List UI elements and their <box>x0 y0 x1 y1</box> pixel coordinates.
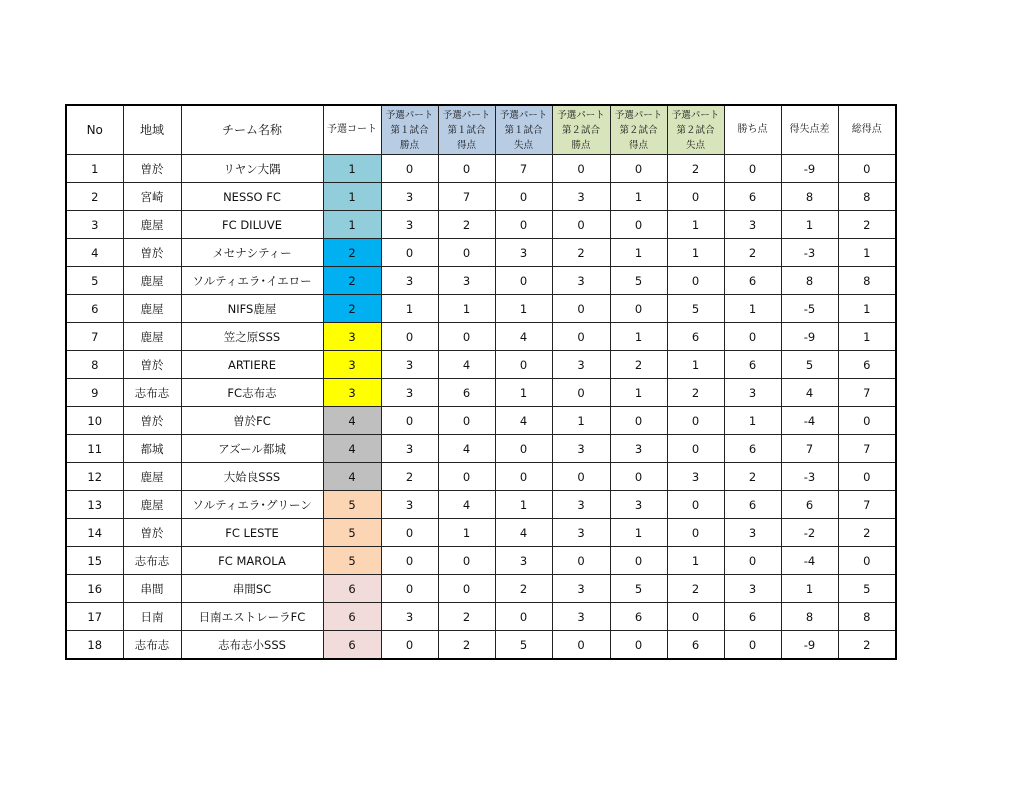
cell-p2-conceded: 0 <box>667 519 724 547</box>
cell-p2-conceded: 1 <box>667 547 724 575</box>
cell-p2-goals: 0 <box>610 155 667 183</box>
cell-p1-conceded: 0 <box>495 183 552 211</box>
cell-p1-conceded: 4 <box>495 407 552 435</box>
cell-p1-conceded: 3 <box>495 239 552 267</box>
cell-p2-win-points: 2 <box>552 239 610 267</box>
cell-p1-goals: 7 <box>438 183 495 211</box>
cell-p1-goals: 4 <box>438 435 495 463</box>
cell-region: 鹿屋 <box>123 491 181 519</box>
header-line: 予選パート <box>557 109 605 121</box>
header-no: No <box>66 105 123 155</box>
cell-p1-goals: 0 <box>438 407 495 435</box>
cell-region: 鹿屋 <box>123 211 181 239</box>
header-p1-goals <box>438 105 495 155</box>
cell-goal-diff: 5 <box>781 351 838 379</box>
cell-goal-diff: -4 <box>781 547 838 575</box>
cell-p1-win-points: 0 <box>381 407 438 435</box>
cell-goal-diff: -4 <box>781 407 838 435</box>
cell-total-win-points: 1 <box>724 407 781 435</box>
header-line: 勝点 <box>571 139 591 151</box>
cell-no: 8 <box>66 351 123 379</box>
cell-total-goals: 0 <box>838 155 896 183</box>
cell-team: ソルティエラ･イエロー <box>181 267 323 295</box>
cell-no: 3 <box>66 211 123 239</box>
cell-p1-win-points: 3 <box>381 603 438 631</box>
cell-court: 2 <box>323 239 381 267</box>
cell-p1-win-points: 0 <box>381 155 438 183</box>
cell-p2-goals: 1 <box>610 323 667 351</box>
cell-p2-win-points: 0 <box>552 463 610 491</box>
cell-region: 曽於 <box>123 239 181 267</box>
header-total-win-points: 勝ち点 <box>724 105 781 155</box>
cell-goal-diff: -3 <box>781 463 838 491</box>
cell-region: 鹿屋 <box>123 463 181 491</box>
cell-court: 3 <box>323 323 381 351</box>
cell-total-win-points: 0 <box>724 547 781 575</box>
cell-goal-diff: 7 <box>781 435 838 463</box>
header-line: 予選パート <box>385 109 434 121</box>
cell-p2-win-points: 3 <box>552 519 610 547</box>
cell-p1-conceded: 1 <box>495 295 552 323</box>
cell-court: 1 <box>323 155 381 183</box>
cell-total-goals: 5 <box>838 575 896 603</box>
table-row <box>66 603 896 631</box>
header-p2-goals <box>610 105 667 155</box>
cell-p2-conceded: 0 <box>667 603 724 631</box>
cell-p2-conceded: 2 <box>667 155 724 183</box>
header-p2-conceded <box>667 105 724 155</box>
cell-goal-diff: -2 <box>781 519 838 547</box>
cell-p2-conceded: 6 <box>667 631 724 660</box>
cell-no: 11 <box>66 435 123 463</box>
cell-team: アズール都城 <box>181 435 323 463</box>
cell-no: 7 <box>66 323 123 351</box>
cell-p2-conceded: 1 <box>667 239 724 267</box>
cell-p2-conceded: 0 <box>667 491 724 519</box>
header-court: 予選コート <box>323 105 381 155</box>
cell-total-win-points: 2 <box>724 463 781 491</box>
cell-p1-goals: 0 <box>438 155 495 183</box>
cell-p1-goals: 0 <box>438 323 495 351</box>
cell-court: 4 <box>323 407 381 435</box>
table-row <box>66 463 896 491</box>
header-p1-win-points <box>381 105 438 155</box>
cell-team: メセナシティー <box>181 239 323 267</box>
cell-p1-goals: 1 <box>438 519 495 547</box>
cell-region: 志布志 <box>123 631 181 660</box>
cell-p1-conceded: 5 <box>495 631 552 660</box>
cell-p1-win-points: 0 <box>381 631 438 660</box>
cell-p1-conceded: 2 <box>495 575 552 603</box>
cell-p1-win-points: 0 <box>381 547 438 575</box>
cell-region: 鹿屋 <box>123 267 181 295</box>
cell-p1-goals: 1 <box>438 295 495 323</box>
cell-total-win-points: 6 <box>724 267 781 295</box>
cell-p2-goals: 0 <box>610 295 667 323</box>
cell-no: 17 <box>66 603 123 631</box>
cell-p1-conceded: 0 <box>495 211 552 239</box>
cell-p2-conceded: 5 <box>667 295 724 323</box>
cell-p2-win-points: 3 <box>552 351 610 379</box>
cell-p2-conceded: 2 <box>667 379 724 407</box>
cell-total-win-points: 1 <box>724 295 781 323</box>
cell-p1-conceded: 7 <box>495 155 552 183</box>
cell-court: 6 <box>323 575 381 603</box>
header-line: 第２試合 <box>619 124 658 136</box>
cell-p1-goals: 0 <box>438 239 495 267</box>
cell-p2-goals: 3 <box>610 491 667 519</box>
cell-p2-goals: 5 <box>610 267 667 295</box>
cell-p2-goals: 0 <box>610 463 667 491</box>
cell-court: 1 <box>323 183 381 211</box>
cell-total-goals: 2 <box>838 631 896 660</box>
cell-p1-win-points: 2 <box>381 463 438 491</box>
table-row <box>66 295 896 323</box>
cell-total-goals: 0 <box>838 547 896 575</box>
header-line: 失点 <box>685 139 705 151</box>
cell-p2-goals: 3 <box>610 435 667 463</box>
cell-no: 1 <box>66 155 123 183</box>
cell-p1-win-points: 3 <box>381 183 438 211</box>
cell-p1-win-points: 0 <box>381 239 438 267</box>
cell-no: 16 <box>66 575 123 603</box>
cell-no: 13 <box>66 491 123 519</box>
cell-goal-diff: 6 <box>781 491 838 519</box>
cell-p2-win-points: 3 <box>552 183 610 211</box>
cell-region: 曽於 <box>123 351 181 379</box>
cell-total-goals: 6 <box>838 351 896 379</box>
cell-no: 10 <box>66 407 123 435</box>
table-row <box>66 631 896 660</box>
cell-court: 3 <box>323 379 381 407</box>
header-goal-diff: 得失点差 <box>781 105 838 155</box>
cell-p1-conceded: 4 <box>495 323 552 351</box>
cell-p2-goals: 0 <box>610 407 667 435</box>
cell-total-win-points: 6 <box>724 183 781 211</box>
cell-total-goals: 2 <box>838 211 896 239</box>
cell-p1-win-points: 3 <box>381 351 438 379</box>
table-row <box>66 547 896 575</box>
cell-p2-conceded: 1 <box>667 351 724 379</box>
header-p2-win-points <box>552 105 610 155</box>
cell-court: 5 <box>323 519 381 547</box>
cell-goal-diff: -3 <box>781 239 838 267</box>
cell-p2-goals: 2 <box>610 351 667 379</box>
cell-total-win-points: 0 <box>724 631 781 660</box>
header-line: 得点 <box>456 139 476 151</box>
cell-total-goals: 0 <box>838 463 896 491</box>
cell-total-goals: 1 <box>838 323 896 351</box>
header-line: 得点 <box>628 139 648 151</box>
cell-total-goals: 7 <box>838 379 896 407</box>
cell-total-win-points: 0 <box>724 155 781 183</box>
cell-team: 串間SC <box>181 575 323 603</box>
cell-total-win-points: 6 <box>724 603 781 631</box>
cell-region: 鹿屋 <box>123 323 181 351</box>
cell-goal-diff: 8 <box>781 267 838 295</box>
standings-table <box>65 104 897 660</box>
cell-team: NIFS鹿屋 <box>181 295 323 323</box>
cell-p1-win-points: 3 <box>381 211 438 239</box>
header-line: 第１試合 <box>447 124 486 136</box>
cell-no: 14 <box>66 519 123 547</box>
cell-p2-goals: 1 <box>610 239 667 267</box>
cell-p1-goals: 0 <box>438 463 495 491</box>
header-line: 第１試合 <box>504 124 543 136</box>
cell-team: 大姶良SSS <box>181 463 323 491</box>
cell-region: 曽於 <box>123 407 181 435</box>
cell-p1-conceded: 0 <box>495 267 552 295</box>
cell-p2-conceded: 0 <box>667 435 724 463</box>
header-region: 地域 <box>123 105 181 155</box>
cell-p2-win-points: 0 <box>552 547 610 575</box>
cell-goal-diff: 8 <box>781 603 838 631</box>
header-line: 第１試合 <box>390 124 429 136</box>
cell-p2-win-points: 0 <box>552 631 610 660</box>
cell-team: 笠之原SSS <box>181 323 323 351</box>
cell-p2-conceded: 0 <box>667 267 724 295</box>
cell-p2-conceded: 3 <box>667 463 724 491</box>
cell-team: 日南エストレーラFC <box>181 603 323 631</box>
table-row <box>66 155 896 183</box>
cell-region: 志布志 <box>123 547 181 575</box>
cell-court: 1 <box>323 211 381 239</box>
cell-no: 4 <box>66 239 123 267</box>
cell-p2-goals: 1 <box>610 183 667 211</box>
cell-p2-win-points: 3 <box>552 435 610 463</box>
cell-team: FC志布志 <box>181 379 323 407</box>
cell-no: 2 <box>66 183 123 211</box>
cell-team: 曽於FC <box>181 407 323 435</box>
cell-total-goals: 8 <box>838 603 896 631</box>
table-row <box>66 323 896 351</box>
header-team: チーム名称 <box>181 105 323 155</box>
cell-p2-win-points: 3 <box>552 575 610 603</box>
cell-total-win-points: 2 <box>724 239 781 267</box>
header-line: 予選パート <box>614 109 663 121</box>
cell-goal-diff: -9 <box>781 323 838 351</box>
cell-court: 4 <box>323 463 381 491</box>
cell-total-win-points: 3 <box>724 575 781 603</box>
cell-p2-goals: 0 <box>610 547 667 575</box>
cell-p2-win-points: 0 <box>552 211 610 239</box>
cell-p2-conceded: 1 <box>667 211 724 239</box>
cell-p2-goals: 1 <box>610 379 667 407</box>
cell-total-goals: 1 <box>838 295 896 323</box>
cell-p2-win-points: 0 <box>552 379 610 407</box>
table-row <box>66 267 896 295</box>
cell-p2-win-points: 3 <box>552 603 610 631</box>
table-row <box>66 239 896 267</box>
cell-court: 2 <box>323 295 381 323</box>
cell-team: FC LESTE <box>181 519 323 547</box>
cell-p1-conceded: 1 <box>495 379 552 407</box>
header-line: 第２試合 <box>676 124 715 136</box>
header-p1-conceded <box>495 105 552 155</box>
cell-region: 曽於 <box>123 519 181 547</box>
cell-team: ARTIERE <box>181 351 323 379</box>
cell-p1-goals: 4 <box>438 491 495 519</box>
table-row <box>66 519 896 547</box>
table-row <box>66 379 896 407</box>
cell-total-goals: 8 <box>838 183 896 211</box>
cell-total-win-points: 6 <box>724 491 781 519</box>
cell-total-win-points: 6 <box>724 351 781 379</box>
cell-region: 宮崎 <box>123 183 181 211</box>
cell-p1-conceded: 4 <box>495 519 552 547</box>
cell-p1-goals: 3 <box>438 267 495 295</box>
cell-p2-goals: 1 <box>610 519 667 547</box>
cell-goal-diff: 1 <box>781 211 838 239</box>
cell-p1-win-points: 1 <box>381 295 438 323</box>
table-row <box>66 407 896 435</box>
cell-p1-win-points: 3 <box>381 435 438 463</box>
cell-p1-conceded: 0 <box>495 435 552 463</box>
table-row <box>66 435 896 463</box>
cell-p2-win-points: 1 <box>552 407 610 435</box>
cell-p1-win-points: 0 <box>381 519 438 547</box>
cell-goal-diff: 8 <box>781 183 838 211</box>
cell-p1-win-points: 3 <box>381 491 438 519</box>
cell-no: 12 <box>66 463 123 491</box>
header-line: 第２試合 <box>561 124 600 136</box>
table-row <box>66 351 896 379</box>
cell-total-goals: 7 <box>838 491 896 519</box>
header-line: 予選パート <box>671 109 720 121</box>
header-line: 予選パート <box>442 109 491 121</box>
cell-goal-diff: 1 <box>781 575 838 603</box>
cell-p1-goals: 0 <box>438 547 495 575</box>
cell-no: 6 <box>66 295 123 323</box>
cell-court: 6 <box>323 603 381 631</box>
cell-p1-conceded: 0 <box>495 463 552 491</box>
cell-p2-conceded: 0 <box>667 407 724 435</box>
cell-region: 都城 <box>123 435 181 463</box>
cell-region: 串間 <box>123 575 181 603</box>
cell-goal-diff: 4 <box>781 379 838 407</box>
cell-p2-win-points: 0 <box>552 155 610 183</box>
cell-goal-diff: -5 <box>781 295 838 323</box>
cell-team: 志布志小SSS <box>181 631 323 660</box>
cell-p2-win-points: 3 <box>552 267 610 295</box>
cell-team: リヤン大隅 <box>181 155 323 183</box>
cell-region: 曽於 <box>123 155 181 183</box>
table-row <box>66 575 896 603</box>
cell-team: FC DILUVE <box>181 211 323 239</box>
header-row <box>66 105 896 155</box>
cell-p1-conceded: 3 <box>495 547 552 575</box>
cell-region: 日南 <box>123 603 181 631</box>
cell-p1-conceded: 0 <box>495 351 552 379</box>
header-line: 勝点 <box>399 139 419 151</box>
cell-p1-goals: 2 <box>438 603 495 631</box>
cell-region: 鹿屋 <box>123 295 181 323</box>
cell-court: 4 <box>323 435 381 463</box>
cell-p2-conceded: 2 <box>667 575 724 603</box>
cell-p2-conceded: 0 <box>667 183 724 211</box>
cell-total-goals: 0 <box>838 407 896 435</box>
cell-p1-goals: 0 <box>438 575 495 603</box>
cell-court: 2 <box>323 267 381 295</box>
cell-p2-goals: 6 <box>610 603 667 631</box>
cell-p2-goals: 0 <box>610 211 667 239</box>
cell-court: 6 <box>323 631 381 660</box>
header-line: 失点 <box>513 139 533 151</box>
cell-court: 5 <box>323 547 381 575</box>
table-row <box>66 211 896 239</box>
table-row <box>66 183 896 211</box>
cell-total-win-points: 3 <box>724 519 781 547</box>
cell-total-win-points: 3 <box>724 379 781 407</box>
cell-court: 5 <box>323 491 381 519</box>
table-row <box>66 491 896 519</box>
cell-no: 18 <box>66 631 123 660</box>
cell-region: 志布志 <box>123 379 181 407</box>
cell-p1-conceded: 1 <box>495 491 552 519</box>
cell-p2-win-points: 0 <box>552 323 610 351</box>
cell-total-win-points: 0 <box>724 323 781 351</box>
cell-team: ソルティエラ･グリーン <box>181 491 323 519</box>
cell-total-win-points: 6 <box>724 435 781 463</box>
cell-p1-goals: 4 <box>438 351 495 379</box>
cell-total-goals: 2 <box>838 519 896 547</box>
cell-p1-goals: 2 <box>438 631 495 660</box>
cell-p1-goals: 6 <box>438 379 495 407</box>
cell-goal-diff: -9 <box>781 631 838 660</box>
cell-p2-goals: 5 <box>610 575 667 603</box>
standings-body <box>66 155 896 660</box>
cell-team: NESSO FC <box>181 183 323 211</box>
cell-no: 15 <box>66 547 123 575</box>
cell-total-win-points: 3 <box>724 211 781 239</box>
cell-total-goals: 1 <box>838 239 896 267</box>
header-line: 予選パート <box>499 109 548 121</box>
cell-p2-goals: 0 <box>610 631 667 660</box>
cell-p2-win-points: 3 <box>552 491 610 519</box>
cell-total-goals: 7 <box>838 435 896 463</box>
cell-p2-conceded: 6 <box>667 323 724 351</box>
cell-p2-win-points: 0 <box>552 295 610 323</box>
header-total-goals: 総得点 <box>838 105 896 155</box>
cell-no: 5 <box>66 267 123 295</box>
cell-no: 9 <box>66 379 123 407</box>
cell-p1-win-points: 3 <box>381 267 438 295</box>
cell-p1-win-points: 0 <box>381 323 438 351</box>
cell-team: FC MAROLA <box>181 547 323 575</box>
cell-p1-win-points: 0 <box>381 575 438 603</box>
cell-p1-goals: 2 <box>438 211 495 239</box>
cell-goal-diff: -9 <box>781 155 838 183</box>
cell-p1-conceded: 0 <box>495 603 552 631</box>
cell-total-goals: 8 <box>838 267 896 295</box>
cell-p1-win-points: 3 <box>381 379 438 407</box>
cell-court: 3 <box>323 351 381 379</box>
